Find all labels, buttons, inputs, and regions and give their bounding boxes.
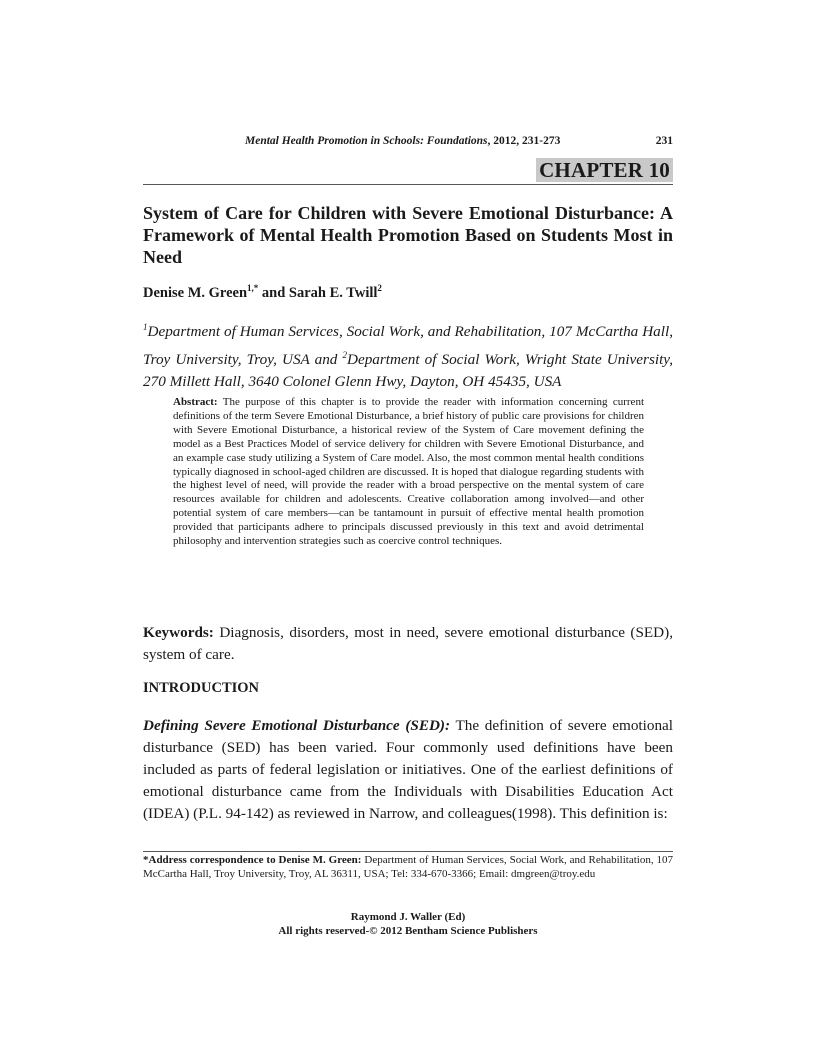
chapter-label: CHAPTER 10 (536, 158, 673, 182)
intro-paragraph (143, 715, 673, 825)
running-header (143, 135, 673, 151)
keywords (143, 622, 673, 666)
footnote-label: *Address correspondence to Denise M. Green: (143, 854, 362, 866)
chapter-divider (143, 184, 673, 185)
section-heading: INTRODUCTION (143, 680, 260, 696)
keywords-label: Keywords: (143, 624, 214, 641)
journal-name: Mental Health Promotion in Schools: Foundations (245, 135, 488, 147)
affiliation-2: Department of Social Work, Wright State University, 270 Millett Hall, 3640 Colonel Glenn Hwy, Dayton, OH 45435, USA (143, 350, 673, 391)
author-line (143, 283, 382, 302)
journal-year-pages: , 2012, 231-273 (487, 135, 561, 147)
author-2: and Sarah E. Twill (258, 284, 378, 301)
footnote-divider (143, 851, 673, 852)
footnote-text: Department of Human Services, Social Work, and Rehabilitation, 107 McCartha Hall, Troy University, Troy, AL 36311, USA; Tel: 334-670-3366; Email: dmgreen@troy.edu (143, 854, 673, 880)
page-number: 231 (655, 135, 673, 147)
abstract (173, 396, 644, 549)
author-2-affiliation: 2 (377, 283, 382, 293)
journal-citation (245, 135, 560, 147)
editor-credit: Raymond J. Waller (Ed) (350, 911, 466, 923)
affiliation-1: Department of Human Services, Social Work, and Rehabilitation, 107 McCartha Hall, Troy University, Troy, USA and (143, 323, 673, 368)
keywords-text: Diagnosis, disorders, most in need, severe emotional disturbance (SED), system of care. (143, 624, 673, 663)
author-1: Denise M. Green (143, 284, 248, 301)
abstract-label: Abstract: (173, 396, 218, 408)
correspondence-footnote (143, 853, 673, 881)
affiliation-2-mark: 2 (342, 349, 347, 360)
intro-lead: Defining Severe Emotional Disturbance (SED): (143, 717, 451, 734)
intro-text: The definition of severe emotional disturbance (SED) has been varied. Four commonly used definitions have been included as parts of federal legislation or initiatives. One of the earliest definitions of emotional disturbance came from the Individuals with Disabilities Education Act (IDEA) (P.L. 94-142) as reviewed in Narrow, and colleagues(1998). This definition is: (143, 717, 673, 822)
author-1-affiliation: 1,* (247, 283, 259, 293)
affiliations (143, 316, 673, 394)
abstract-text: The purpose of this chapter is to provide the reader with information concerning current definitions of the term Severe Emotional Disturbance, a brief history of public care provisions for children with Severe Emotional Disturbance, a historical review of the System of Care movement defining the model as a Best Practices Model of service delivery for children with Severe Emotional Disturbance, and an example case study utilizing a System of Care model. Also, the most common mental health conditions typically diagnosed in school-aged children are discussed. It is hoped that dialogue regarding students with the highest level of need, will provide the reader with a broad perspective on the mental system of care resources available for children and adolescents. Creative collaboration among involved—and other potential system of care members—can be tantamount in pursuit of effective mental health promotion provided that participants adhere to principals discussed previously in this text and avoid detrimental philosophy and intervention strategies such as coercive control techniques. (173, 396, 644, 548)
affiliation-1-mark: 1 (143, 322, 148, 332)
chapter-title: System of Care for Children with Severe Emotional Disturbance: A Framework of Mental Health Promotion Based on Students Most in Need (143, 203, 673, 267)
page-footer (143, 910, 673, 938)
copyright-notice: All rights reserved-© 2012 Bentham Science Publishers (278, 925, 538, 937)
